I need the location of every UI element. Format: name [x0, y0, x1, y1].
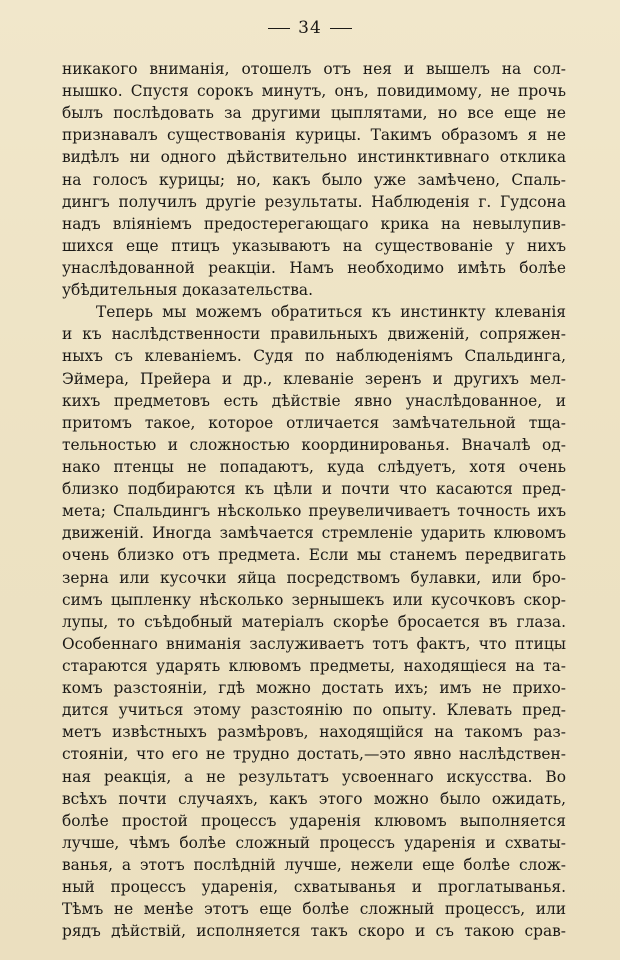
page-number: 34 — [298, 18, 322, 38]
left-dash — [268, 28, 290, 29]
text-line: и къ наслѣдственности правильныхъ движеній, сопряжен- — [62, 325, 566, 344]
text-line: дится учиться этому разстоянію по опыту. Клевать пред- — [62, 701, 566, 720]
text-line: Тѣмъ не менѣе этотъ еще болѣе сложный процессъ, или — [62, 900, 566, 919]
text-line: видѣлъ ни одного дѣйствительно инстинктивнаго отклика — [62, 148, 566, 167]
text-line: ный процессъ ударенія, схватыванья и проглатыванья. — [62, 878, 566, 897]
text-line: симъ цыпленку нѣсколько зернышекъ или кусочковъ скор- — [62, 590, 566, 609]
text-line: никакого вниманія, отошелъ отъ нея и вышелъ на сол- — [62, 60, 566, 78]
paragraph-1 — [62, 58, 566, 301]
text-line: былъ послѣдовать за другими цыплятами, но все еще не — [62, 104, 566, 123]
body-text — [62, 58, 566, 942]
text-line: Особеннаго вниманія заслуживаетъ тотъ фактъ, что птицы — [62, 634, 566, 653]
text-line: движеній. Иногда замѣчается стремленіе ударить клювомъ — [62, 524, 566, 543]
text-line: унаслѣдованной реакціи. Намъ необходимо имѣть болѣе — [62, 258, 566, 277]
text-line: убѣдительныя доказательства. — [62, 281, 313, 300]
text-line: стояніи, что его не трудно достать,—это явно наслѣдствен- — [62, 745, 566, 764]
text-line: комъ разстояніи, гдѣ можно достать ихъ; имъ не прихо- — [62, 679, 566, 698]
text-line: мета; Спальдингъ нѣсколько преувеличиваетъ точность ихъ — [62, 502, 566, 521]
text-line: болѣе простой процессъ ударенія клювомъ выполняется — [62, 811, 566, 830]
text-line: ныхъ съ клеваніемъ. Судя по наблюденіямъ Спальдинга, — [62, 347, 566, 366]
text-line: метъ извѣстныхъ размѣровъ, находящійся на такомъ раз- — [62, 723, 566, 742]
paragraph-2 — [62, 301, 566, 942]
text-line: притомъ такое, которое отличается замѣчательной тща- — [62, 413, 566, 432]
text-line: кихъ предметовъ есть дѣйствіе явно унаслѣдованное, и — [62, 391, 566, 410]
text-line: нышко. Спустя сорокъ минутъ, онъ, повидимому, не прочь — [62, 82, 566, 101]
right-dash — [330, 28, 352, 29]
text-line: шихся еще птицъ указываютъ на существованіе у нихъ — [62, 236, 566, 255]
text-line: ванья, а этотъ послѣдній лучше, нежели еще болѣе слож- — [62, 855, 566, 874]
text-line: на голосъ курицы; но, какъ было уже замѣчено, Спаль- — [62, 170, 566, 189]
text-line: признавалъ существованія курицы. Такимъ образомъ я не — [62, 126, 566, 145]
text-line: тельностью и сложностью координированья. Вначалѣ од- — [62, 435, 566, 454]
text-line: всѣхъ почти случаяхъ, какъ этого можно было ожидать, — [62, 789, 566, 808]
text-line: лупы, то съѣдобный матеріалъ скорѣе бросается въ глаза. — [62, 612, 566, 631]
text-line: близко подбираются къ цѣли и почти что касаются пред- — [62, 480, 566, 499]
text-line: Теперь мы можемъ обратиться къ инстинкту клеванія — [96, 303, 566, 322]
text-line: нако птенцы не попадаютъ, куда слѣдуетъ, хотя очень — [62, 457, 566, 476]
text-line: зерна или кусочки яйца посредствомъ булавки, или бро- — [62, 568, 566, 587]
text-line: стараются ударять клювомъ предметы, находящіеся на та- — [62, 656, 566, 675]
text-line: лучше, чѣмъ болѣе сложный процессъ ударенія и схваты- — [62, 833, 566, 852]
text-line: Эймера, Прейера и др., клеваніе зеренъ и другихъ мел- — [62, 369, 566, 388]
text-line: ная реакція, а не результатъ усвоеннаго искусства. Во — [62, 767, 566, 786]
text-line: надъ вліяніемъ предостерегающаго крика на невылупив- — [62, 214, 566, 233]
text-line: очень близко отъ предмета. Если мы станемъ передвигать — [62, 546, 566, 565]
text-line: рядъ дѣйствій, исполняется такъ скоро и съ такою срав- — [62, 922, 566, 941]
page-number-header — [0, 18, 620, 38]
text-line: дингъ получилъ другіе результаты. Наблюденія г. Гудсона — [62, 192, 566, 211]
